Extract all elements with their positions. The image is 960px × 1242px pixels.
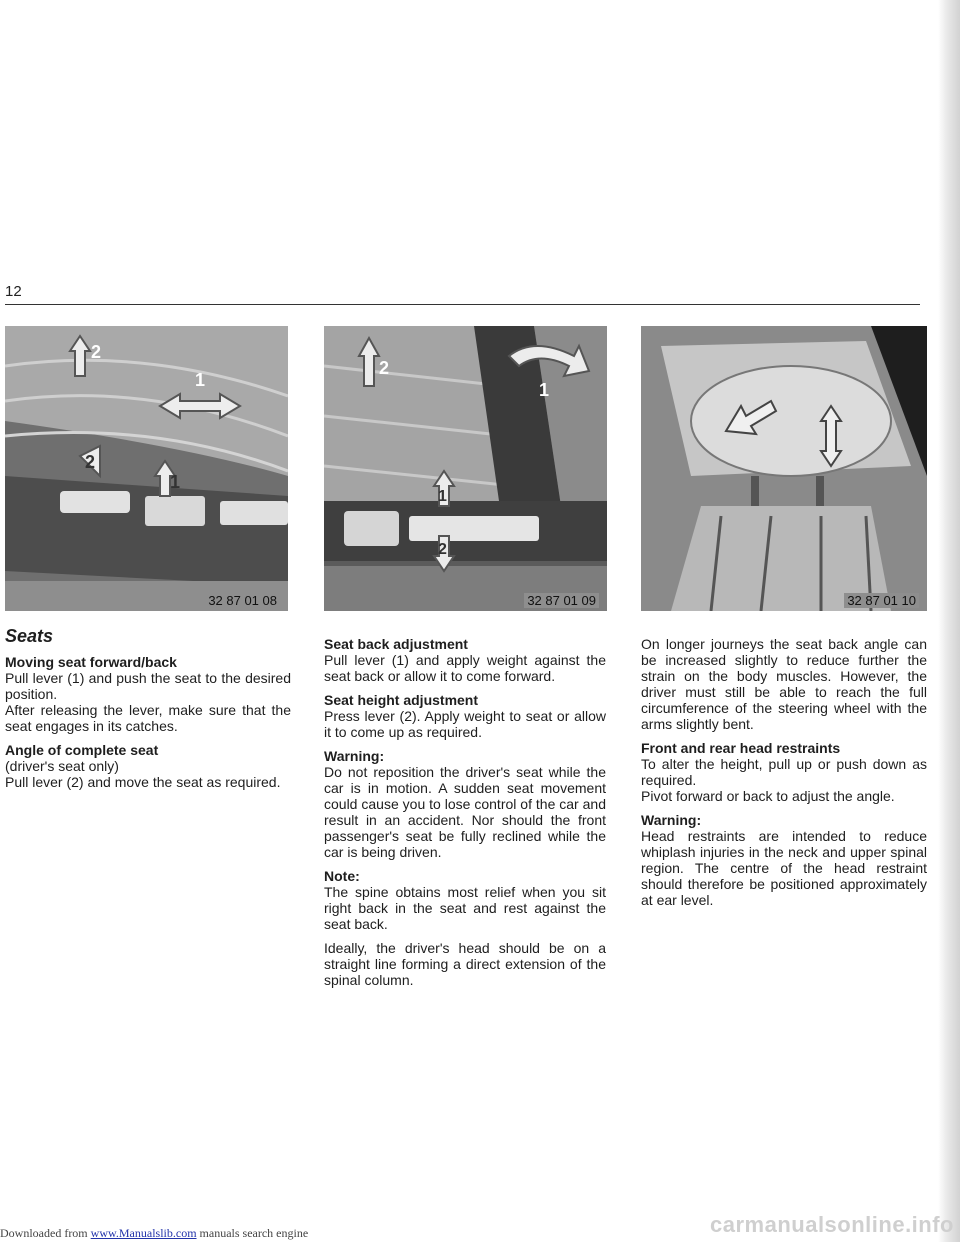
seat-back-heading: Seat back adjustment xyxy=(324,636,468,652)
head-restraints-text: To alter the height, pull up or push down as required. xyxy=(641,756,927,788)
footer-prefix: Downloaded from xyxy=(0,1226,91,1240)
header-rule xyxy=(5,304,920,305)
note-text: The spine obtains most relief when you sit right back in the seat and rest against the seat back. xyxy=(324,884,606,932)
figure-seat-forward-back xyxy=(5,326,288,611)
warning-text: Do not reposition the driver's seat while the car is in motion. A sudden seat movement could cause you to lose control of the car and result in an accident. Nor should the front passenger's seat be fully reclined while the car is being driven. xyxy=(324,764,606,860)
download-footer xyxy=(0,1226,308,1241)
fig2-label-1b: 1 xyxy=(438,488,447,505)
fig1-label-2b: 2 xyxy=(85,452,96,472)
figure-code: 32 87 01 09 xyxy=(524,593,599,608)
text-column-2 xyxy=(324,636,606,996)
head-restraints-text-2: Pivot forward or back to adjust the angle. xyxy=(641,788,895,804)
angle-seat-subheading: (driver's seat only) xyxy=(5,758,119,774)
warning-text-2: Head restraints are intended to reduce whiplash injuries in the neck and upper spinal region. The centre of the head restraint should therefore be positioned approximately at ear level. xyxy=(641,828,927,908)
warning-heading-2: Warning: xyxy=(641,812,702,828)
moving-seat-text: Pull lever (1) and push the seat to the desired position. xyxy=(5,670,291,702)
longer-journeys-text: On longer journeys the seat back angle can be increased slightly to reduce further the strain on the body muscles. However, the driver must still be able to reach the full circumference of the steering wheel with the arms slightly bent. xyxy=(641,636,927,732)
text-column-3 xyxy=(641,636,927,916)
warning-heading: Warning: xyxy=(324,748,385,764)
seat-height-text: Press lever (2). Apply weight to seat or allow it to come up as required. xyxy=(324,708,606,740)
page-number: 12 xyxy=(5,283,22,300)
text-column-1 xyxy=(5,628,291,798)
fig1-label-1b: 1 xyxy=(170,472,181,492)
moving-seat-heading: Moving seat forward/back xyxy=(5,654,177,670)
watermark: carmanualsonline.info xyxy=(710,1212,954,1237)
ideal-position-text: Ideally, the driver's head should be on a straight line forming a direct extension of the spinal column. xyxy=(324,940,606,988)
fig2-label-2a: 2 xyxy=(379,358,390,378)
fig1-label-1a: 1 xyxy=(195,370,206,390)
angle-seat-heading: Angle of complete seat xyxy=(5,742,159,758)
figure-seat-back-height xyxy=(324,326,607,611)
figure-head-restraint xyxy=(641,326,927,611)
note-heading: Note: xyxy=(324,868,360,884)
manualslib-link[interactable]: www.Manualslib.com xyxy=(90,1226,197,1240)
fig1-label-2a: 2 xyxy=(91,342,102,362)
footer-suffix: manuals search engine xyxy=(196,1226,309,1240)
angle-seat-text: Pull lever (2) and move the seat as required. xyxy=(5,774,281,790)
seat-back-text: Pull lever (1) and apply weight against the seat back or allow it to come forward. xyxy=(324,652,606,684)
fig2-label-2b: 2 xyxy=(438,541,447,558)
section-title: Seats xyxy=(5,626,54,646)
figure-code: 32 87 01 08 xyxy=(205,593,280,608)
head-restraints-heading: Front and rear head restraints xyxy=(641,740,841,756)
page-edge-shadow xyxy=(938,0,960,1242)
figure-code: 32 87 01 10 xyxy=(844,593,919,608)
seat-height-heading: Seat height adjustment xyxy=(324,692,479,708)
moving-seat-text-2: After releasing the lever, make sure that the seat engages in its catches. xyxy=(5,702,291,734)
fig2-label-1a: 1 xyxy=(539,380,550,400)
